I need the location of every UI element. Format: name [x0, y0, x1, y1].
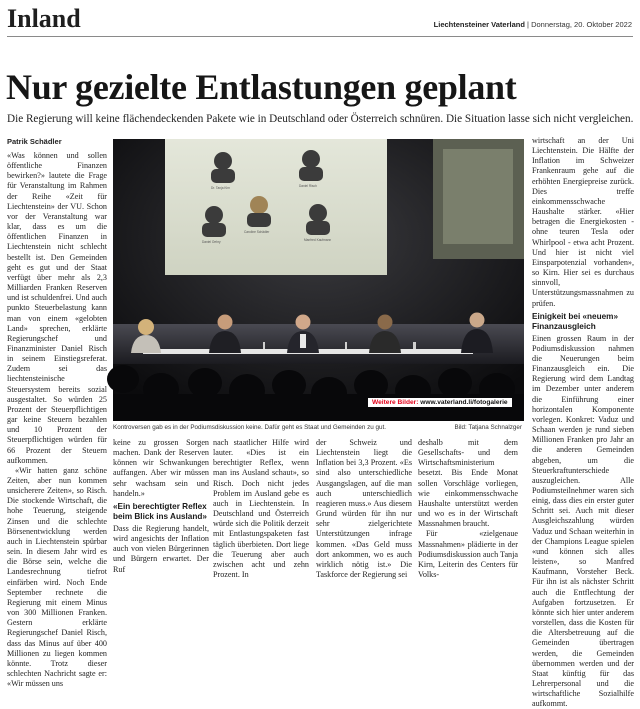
podium-photo-drawing — [113, 139, 524, 421]
paragraph: «Wir hatten ganz schöne Zeiten, aber nun kommen unsicherere Zeiten», so Risch. Die stockende Wirtschaft, die hohe Teuerung, steigende Zinsen und die schlechte Börsenentwicklung werden auch in Liechtenstein spürbar sein. In diesem Jahr wird es die Börse sein, welche die Landesrechnung tiefrot einfärben wird. Noch Ende September rechnete die Regierung mit einem Minus von 300 Millionen Franken. Gestern erklärte Regierungschef Daniel Risch, dass das Minus auf über 400 Millionen zu liegen kommen könnte. Trotz dieser schlechten Nachricht sagte er: «Wir müssen uns — [7, 465, 107, 689]
more-photos-url[interactable]: www.vaterland.li/fotogalerie — [420, 399, 508, 406]
paragraph: Einen grossen Raum in der Podiumsdiskussion nahmen die Neuerungen beim Finanzausgleich ein. Die Regierung wird dem Landtag im Dezember unter anderem die Einführung einer horizontalen Komponente vorlegen. Konkret: Vaduz und Schaan werden je rund sieben Millionen Franken pro Jahr an die anderen Gemeinden abgeben, um die Steuerkraftunterschiede auszugleichen. Alle Podiumsteilnehmer waren sich einig, dass dies ein erster guter Schritt sei. Auch mit dieser Ausgleichszahlung würden Vaduz und Schaan weiterhin in der Champions League spielen «und können sich alles leisten», so Manfred Kaufmann, Vorsteher Beck. Für ihn ist als nächster Schritt auch die Entflechtung der Aufgaben fortzusetzen. Er könnte sich hier unter anderem vorstellen, dass die Kosten für die Altersbetreuung auf die Gemeinden übertragen werden, die Gemeinden übernommen werden und der Staat künftig für das Lehrerpersonal und die wirtschaftliche Sozialhilfe aufkommt. — [532, 333, 634, 709]
interheading: «Ein berechtigter Reflex beim Blick ins Ausland» — [113, 501, 207, 521]
svg-text:Manfred Kaufmann: Manfred Kaufmann — [304, 238, 332, 242]
paragraph: wirtschaft an der Uni Liechtenstein. Die Hälfte der Inflation im Schweizer Frankenraum gehe auf die erhöhten Energiepreise zurück. Dies treffe einkommensschwache Haushalte stärker. «Hier betragen die Energiekosten - ohne teuren Tesla oder Whirlpool - etwa acht Prozent. Und hier ist nicht viel Einsparpotenzial vorhanden», so Kirn. Hier sei es durchaus sinnvoll, Unterstützungsmassnahmen zu prüfen. — [532, 136, 634, 308]
issue-date: Donnerstag, 20. Oktober 2022 — [531, 20, 632, 29]
paragraph: «Was können und sollen öffentliche Finanzen bewirken?» lautete die Frage für Veranstaltung im Rahmen der Reihe «Zeit für Liechtenstein» der VU. Schon vor der Veranstaltung war klar, dass es um die öffentlichen Finanzen in Liechtenstein nicht schlecht bestellt ist. Den Gemeinden geht es gut und der Staat verfügt über mehr als 2,3 Milliarden Franken Reserven und ist schuldenfrei. Und auch punkto Steuerbelastung kann man von einem «gelobten Land» sprechen, erklärte Regierungschef und Finanzminister Daniel Risch in seinem Einstiegsreferat. Zudem sei das liechtensteinische Steuersystem bereits sozial ausgestaltet. So würden 25 Prozent der Steuerpflichtigen gar keine Steuern bezahlen und 10 Prozent der Steuerpflichtigen würden für 66 Prozent der Steuern aufkommen. — [7, 151, 107, 465]
photo-caption-row — [113, 424, 524, 431]
header-rule — [7, 36, 633, 37]
photo-credit: Bild: Tatjana Schnalzger — [454, 424, 522, 431]
article-author: Patrik Schädler — [7, 137, 62, 146]
text-column-3 — [213, 438, 309, 580]
text-column-5 — [418, 438, 518, 580]
podium-photo — [113, 139, 524, 421]
masthead — [434, 20, 632, 29]
newspaper-name: Liechtensteiner Vaterland — [433, 20, 525, 29]
text-column-4 — [316, 438, 412, 580]
svg-text:Caroline Schädler: Caroline Schädler — [244, 230, 270, 234]
text-column-2 — [113, 438, 209, 574]
article-subhead: Die Regierung will keine flächendeckenden Pakete wie in Deutschland oder Österreich schnüren. Die Situation lasse sich nicht vergleichen. — [7, 113, 634, 125]
interheading: Einigkeit bei «neuem» Finanzausgleich — [532, 311, 618, 331]
text-column-1 — [7, 151, 107, 689]
paragraph: Dass die Regierung handelt, wird angesichts der Inflation auch von vielen Bürgerinnen und Bürgern erwartet. Der Ruf — [113, 523, 209, 574]
more-photos-link[interactable] — [368, 398, 512, 407]
section-title: Inland — [7, 4, 81, 33]
photo-caption: Kontroversen gab es in der Podiumsdiskussion keine. Dafür geht es Staat und Gemeinden zu gut. — [113, 424, 387, 431]
svg-text:Daniel Risch: Daniel Risch — [299, 184, 317, 188]
more-photos-label: Weitere Bilder: — [372, 399, 419, 406]
text-column-6 — [532, 136, 634, 709]
svg-text:Dr. Tanja Kirn: Dr. Tanja Kirn — [211, 186, 231, 190]
paragraph: der Schweiz und Liechtenstein liegt die Inflation bei 3,3 Prozent. «Es sind also unterschiedliche Ausgangslagen, auf die man auch unterschiedlich reagieren muss.» Aus diesem Grund würden für ihn nur sehr zielgerichtete Unterstützungen infrage kommen. «Das Geld muss dort ankommen, wo es auch wirklich nötig ist.» Die Taskforce der Regierung sei — [316, 438, 412, 580]
paragraph: nach staatlicher Hilfe wird lauter. «Dies ist ein berechtigter Reflex, wenn man ins Ausland schaut», so Risch. Doch nicht jedes Problem im Ausland gebe es auch in Liechtenstein. In Deutschland und Österreich würde sich die Politik derzeit mit Entlastungspaketen fast täglich überbieten. Dort liege die Teuerung aber auch zwischen acht und zehn Prozent. In — [213, 438, 309, 580]
masthead-separator: | — [527, 20, 529, 29]
svg-text:Daniel Oehry: Daniel Oehry — [202, 240, 221, 244]
article-headline: Nur gezielte Entlastungen geplant — [6, 67, 517, 107]
paragraph: Für «zielgenaue Massnahmen» plädierte in der Podiumsdiskussion auch Tanja Kirn, Leiterin des Centers für Volks- — [418, 529, 518, 580]
paragraph: deshalb mit dem Gesellschafts- und dem Wirtschaftsministerium besetzt. Bis Ende Monat sollen Vorschläge vorliegen, wie einkommensschwache Haushalte unterstützt werden und wo es in der Wirtschaft Massnahmen braucht. — [418, 438, 518, 529]
paragraph: keine zu grossen Sorgen machen. Dank der Reserven können wir Schwankungen auffangen. Aber wir müssen sehr wachsam sein und handeln.» — [113, 438, 209, 498]
